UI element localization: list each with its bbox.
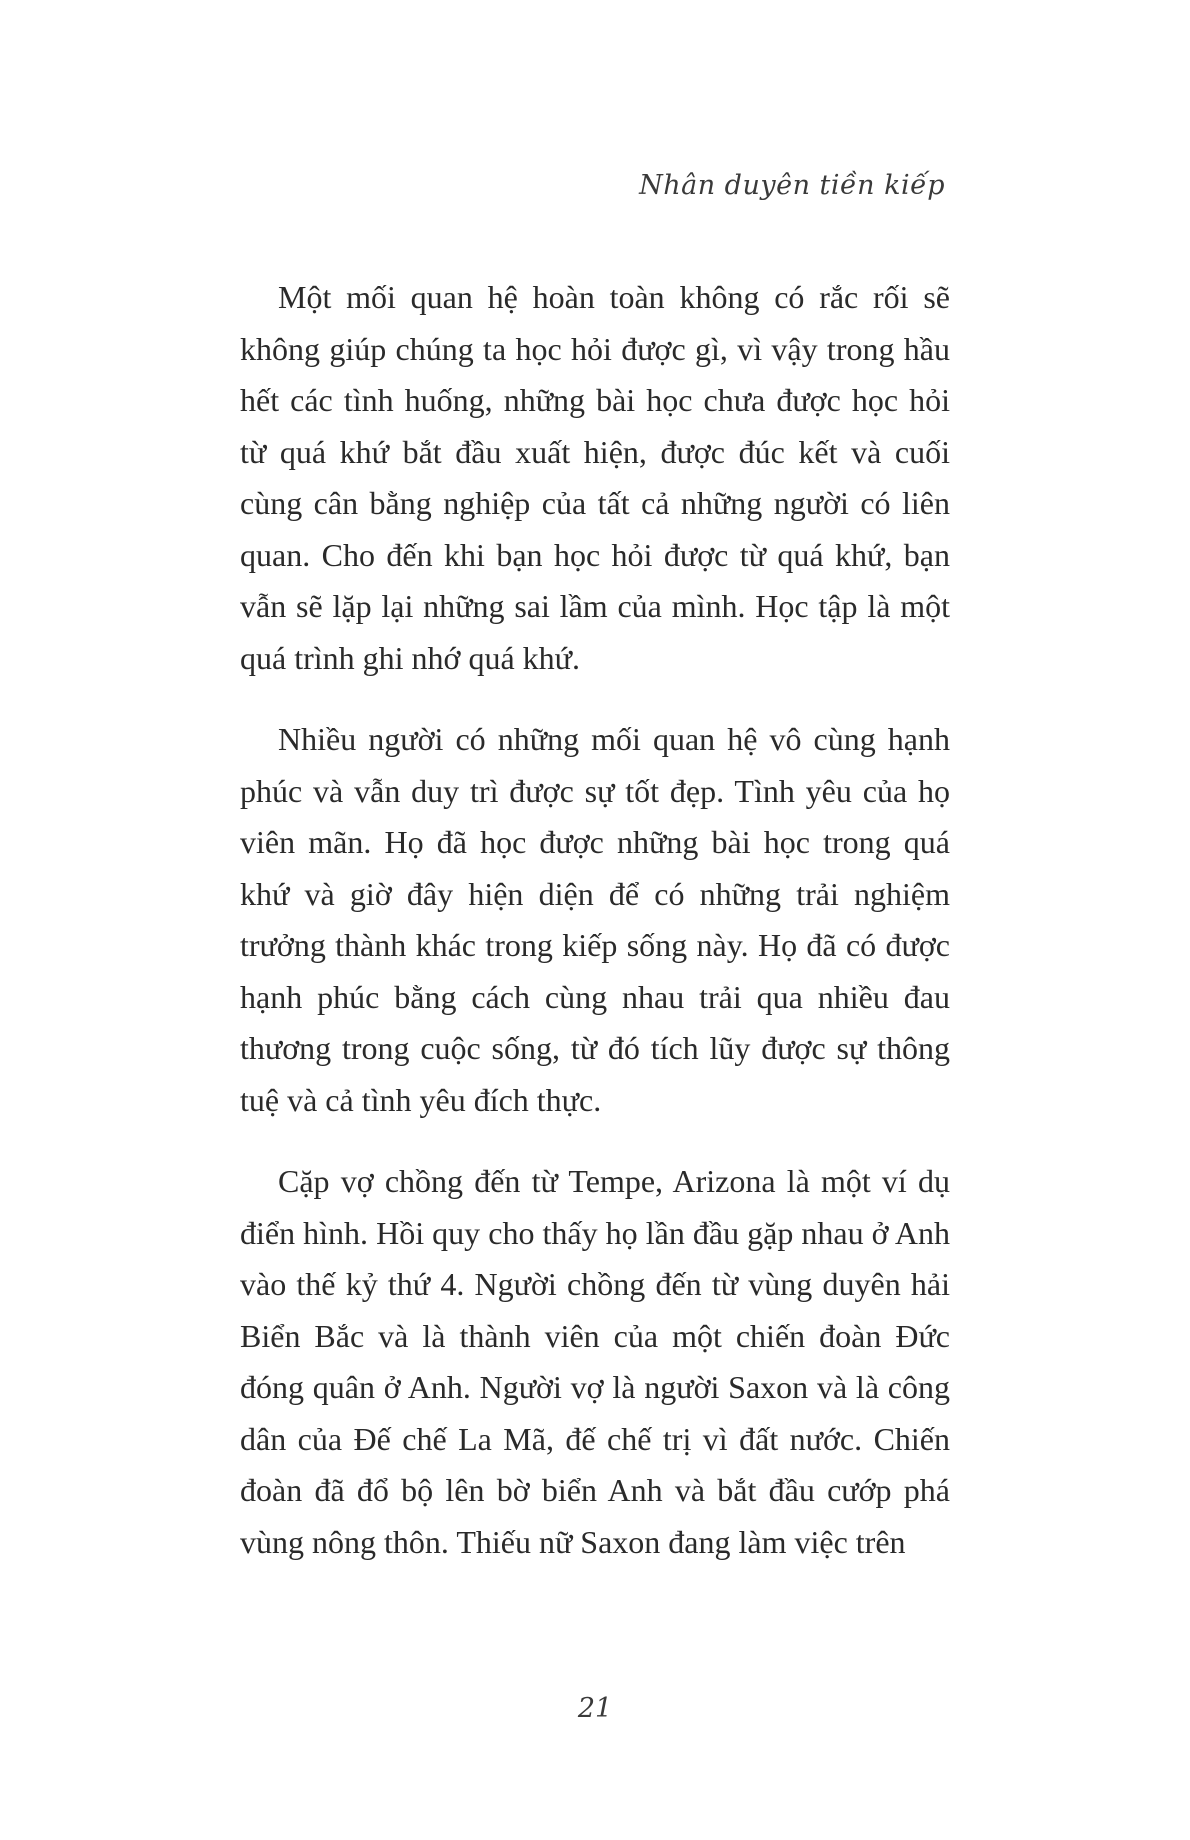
page-number: 21 (577, 1693, 613, 1724)
paragraph-3: Cặp vợ chồng đến từ Tempe, Arizona là một ví dụ điển hình. Hồi quy cho thấy họ lần đầu gặp nhau ở Anh vào thế kỷ thứ 4. Người chồng đến từ vùng duyên hải Biển Bắc và là thành viên của một chiến đoàn Đức đóng quân ở Anh. Người vợ là người Saxon và là công dân của Đế chế La Mã, đế chế trị vì đất nước. Chiến đoàn đã đổ bộ lên bờ biển Anh và bắt đầu cướp phá vùng nông thôn. Thiếu nữ Saxon đang làm việc trên (240, 1163, 950, 1560)
paragraph-1: Một mối quan hệ hoàn toàn không có rắc rối sẽ không giúp chúng ta học hỏi được gì, vì vậy trong hầu hết các tình huống, những bài học chưa được học hỏi từ quá khứ bắt đầu xuất hiện, được đúc kết và cuối cùng cân bằng nghiệp của tất cả những người có liên quan. Cho đến khi bạn học hỏi được từ quá khứ, bạn vẫn sẽ lặp lại những sai lầm của mình. Học tập là một quá trình ghi nhớ quá khứ. (240, 279, 950, 676)
body-text (240, 272, 950, 1598)
running-header: Nhân duyên tiền kiếp (639, 170, 945, 201)
paragraph-2: Nhiều người có những mối quan hệ vô cùng hạnh phúc và vẫn duy trì được sự tốt đẹp. Tình yêu của họ viên mãn. Họ đã học được những bài học trong quá khứ và giờ đây hiện diện để có những trải nghiệm trưởng thành khác trong kiếp sống này. Họ đã có được hạnh phúc bằng cách cùng nhau trải qua nhiều đau thương trong cuộc sống, từ đó tích lũy được sự thông tuệ và cả tình yêu đích thực. (240, 721, 950, 1118)
